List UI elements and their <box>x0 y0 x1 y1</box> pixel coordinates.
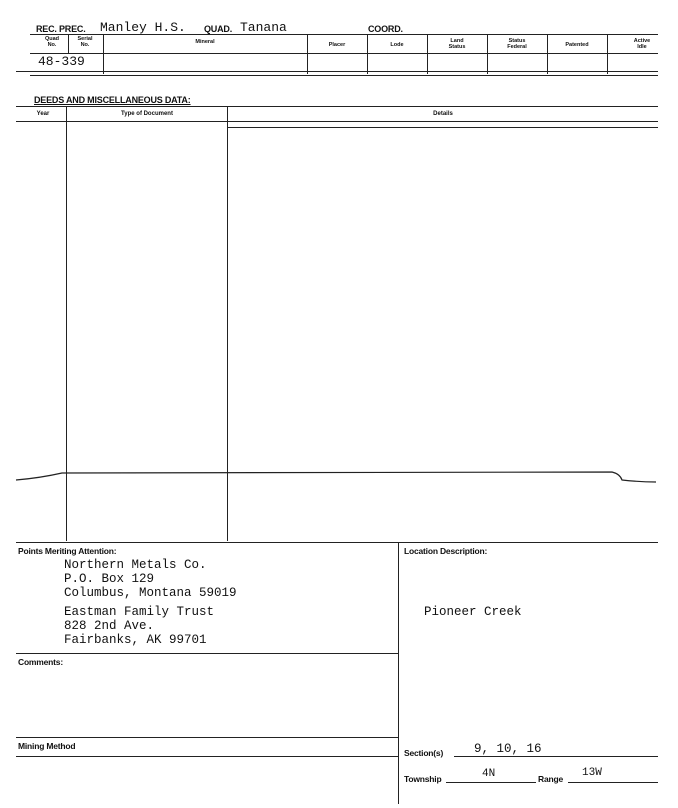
col-divider <box>427 34 428 74</box>
address-block-1 <box>64 558 237 600</box>
col-serial-no: Serial No. <box>77 36 93 48</box>
quad-value: Tanana <box>240 20 287 35</box>
col-land-status: Land Status <box>448 38 466 50</box>
deeds-header-rule <box>16 121 658 122</box>
comments-rule <box>16 653 398 654</box>
sections-value: 9, 10, 16 <box>474 742 542 756</box>
page-fold-line <box>0 462 678 492</box>
township-value: 4N <box>482 768 496 780</box>
col-type-of-document: Type of Document <box>121 111 173 117</box>
lower-col-divider <box>398 542 399 804</box>
address-line: P.O. Box 129 <box>64 572 155 586</box>
address-line: Northern Metals Co. <box>64 558 207 572</box>
col-divider <box>367 34 368 74</box>
sections-label: Section(s) <box>404 748 444 758</box>
points-label: Points Meriting Attention: <box>18 546 117 556</box>
col-status-federal: Status Federal <box>507 38 527 50</box>
comments-label: Comments: <box>18 657 63 667</box>
mining-method-rule <box>16 737 398 738</box>
deeds-header-rule-2 <box>228 127 658 128</box>
col-mineral: Mineral <box>195 39 215 45</box>
location-value: Pioneer Creek <box>424 605 522 619</box>
deeds-title: DEEDS AND MISCELLANEOUS DATA: <box>34 95 191 105</box>
range-label: Range <box>538 774 563 784</box>
col-divider <box>487 34 488 74</box>
col-lode: Lode <box>390 42 404 48</box>
address-line: Fairbanks, AK 99701 <box>64 633 207 647</box>
rec-prec-label: REC. PREC. <box>36 24 86 34</box>
quad-label: QUAD. <box>204 24 232 34</box>
col-quad-no: Quad No. <box>44 36 60 48</box>
col-year: Year <box>36 111 50 117</box>
coord-label: COORD. <box>368 24 403 34</box>
col-divider <box>547 34 548 74</box>
address-line: Columbus, Montana 59019 <box>64 586 237 600</box>
address-line: Eastman Family Trust <box>64 605 215 619</box>
header-mid-rule <box>30 53 658 54</box>
township-underline <box>446 782 536 783</box>
rec-prec-value: Manley H.S. <box>100 20 186 35</box>
col-divider <box>103 34 104 74</box>
deeds-top-rule <box>16 106 658 107</box>
col-divider <box>307 34 308 74</box>
col-details: Details <box>433 111 453 117</box>
col-active-idle: Active Idle <box>633 38 651 50</box>
mining-method-label: Mining Method <box>18 741 76 751</box>
sections-underline <box>454 756 658 757</box>
col-divider <box>607 34 608 74</box>
range-underline <box>568 782 658 783</box>
range-value: 13W <box>582 767 602 779</box>
quad-no-value: 48-339 <box>38 54 85 69</box>
col-patented: Patented <box>565 42 589 48</box>
lower-top-rule <box>16 542 658 543</box>
col-divider <box>68 34 69 53</box>
mining-method-sub-rule <box>16 756 398 757</box>
township-label: Township <box>404 774 442 784</box>
header-bottom-rule-2 <box>30 75 658 76</box>
header-top-rule <box>30 34 658 35</box>
header-bottom-rule <box>16 71 658 72</box>
col-placer: Placer <box>328 42 346 48</box>
address-line: 828 2nd Ave. <box>64 619 155 633</box>
location-label: Location Description: <box>404 546 488 556</box>
address-block-2 <box>64 605 214 647</box>
